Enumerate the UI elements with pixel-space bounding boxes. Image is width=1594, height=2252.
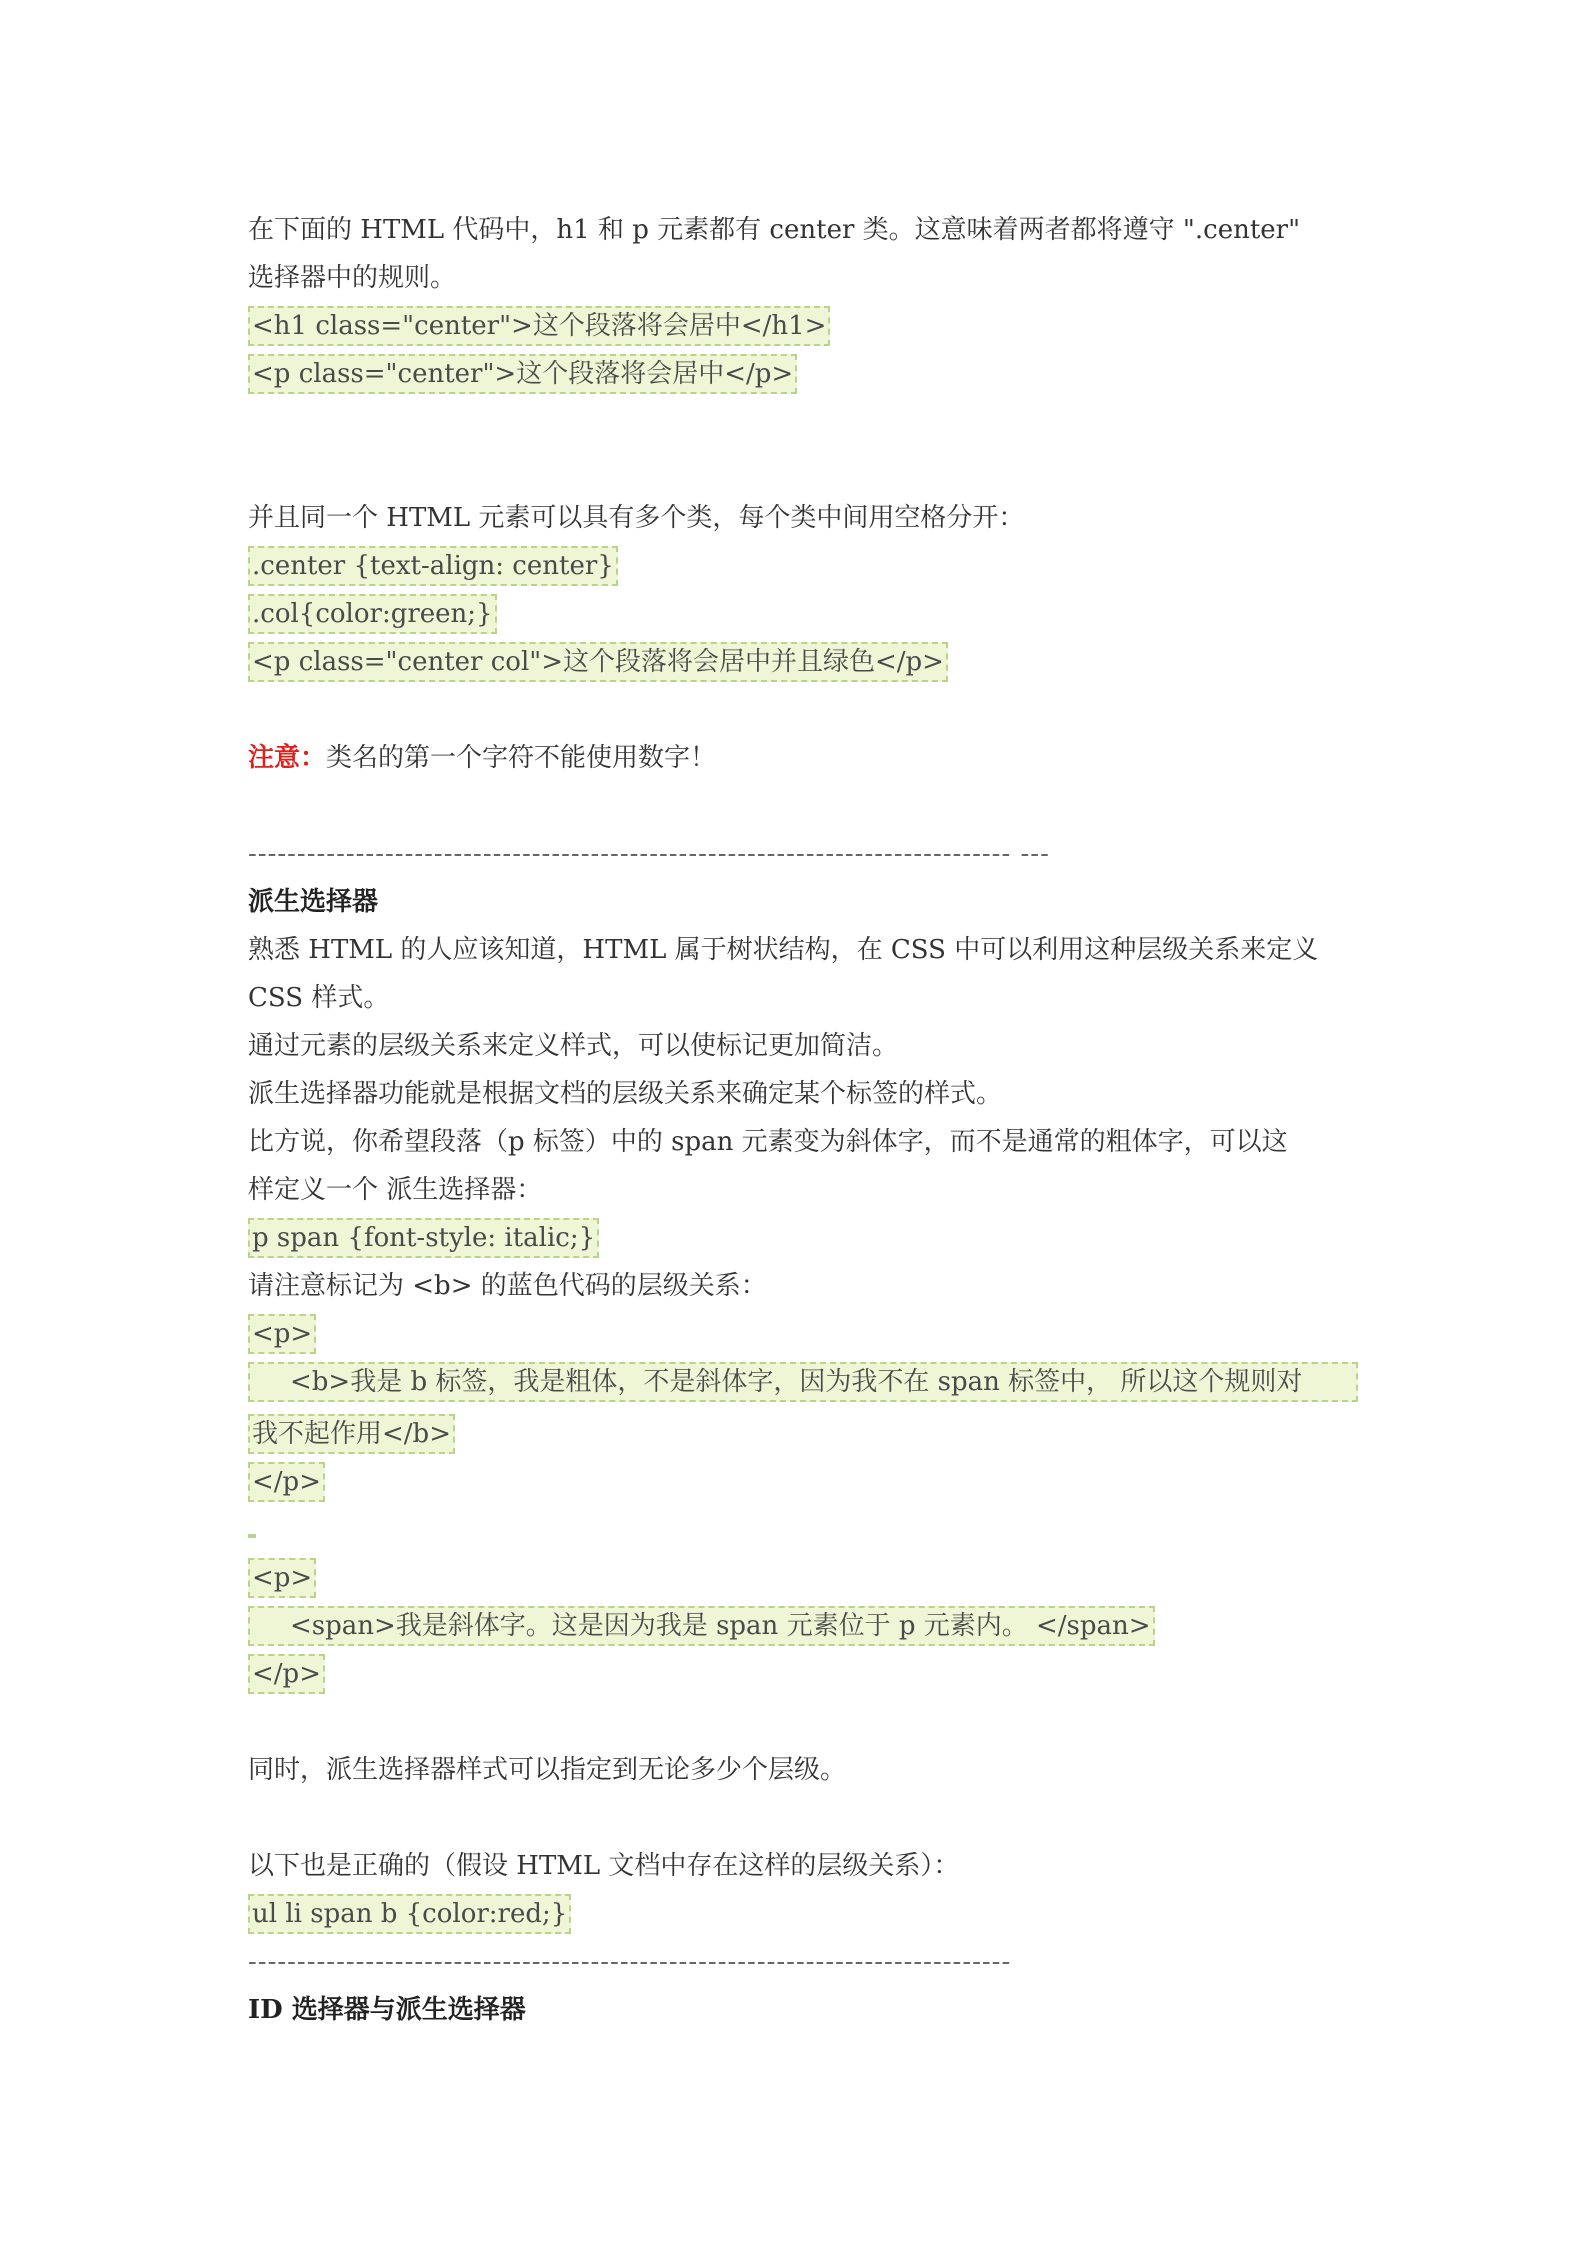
derived-para4-line1: 比方说，你希望段落（p 标签）中的 span 元素变为斜体字，而不是通常的粗体字，可以这 <box>248 1127 1288 1157</box>
derived-para4-line2: 样定义一个 派生选择器： <box>248 1175 543 1205</box>
code-blank-line <box>248 1534 256 1538</box>
code-p-open-1: <p> <box>248 1314 316 1354</box>
heading-id-selector: ID 选择器与派生选择器 <box>248 1995 526 2025</box>
code-p-center: <p class="center">这个段落将会居中</p> <box>248 354 797 394</box>
code-span-line: <span>我是斜体字。这是因为我是 span 元素位于 p 元素内。 </span> <box>248 1606 1155 1646</box>
derived-para2: 通过元素的层级关系来定义样式，可以使标记更加简洁。 <box>248 1031 899 1061</box>
divider-1: ------------------------------------------------------------------------------ --- <box>248 839 1050 869</box>
derived-para7: 以下也是正确的（假设 HTML 文档中存在这样的层级关系）： <box>248 1851 960 1881</box>
derived-para6: 同时，派生选择器样式可以指定到无论多少个层级。 <box>248 1755 847 1785</box>
code-p-span-italic: p span {font-style: italic;} <box>248 1218 599 1258</box>
code-h1-center: <h1 class="center">这个段落将会居中</h1> <box>248 306 830 346</box>
intro-text-line1: 在下面的 HTML 代码中，h1 和 p 元素都有 center 类。这意味着两者都将遵守 ".center" <box>248 215 1301 245</box>
note-label: 注意： <box>248 743 327 773</box>
document-content <box>248 206 1358 2034</box>
code-p-open-2: <p> <box>248 1558 316 1598</box>
code-b-line2: 我不起作用</b> <box>248 1414 455 1454</box>
derived-para1-line1: 熟悉 HTML 的人应该知道，HTML 属于树状结构，在 CSS 中可以利用这种层级关系来定义 <box>248 935 1319 965</box>
divider-2: ------------------------------------------------------------------------------ <box>248 1947 1012 1977</box>
code-col-rule: .col{color:green;} <box>248 594 497 634</box>
code-b-line1: <b>我是 b 标签，我是粗体，不是斜体字，因为我不在 span 标签中， 所以这个规则对 <box>248 1362 1358 1402</box>
code-center-rule: .center {text-align: center} <box>248 546 618 586</box>
multi-class-intro: 并且同一个 HTML 元素可以具有多个类，每个类中间用空格分开： <box>248 503 1025 533</box>
code-p-close-1: </p> <box>248 1462 325 1502</box>
note-text: 类名的第一个字符不能使用数字！ <box>326 743 717 773</box>
code-p-center-col: <p class="center col">这个段落将会居中并且绿色</p> <box>248 642 948 682</box>
derived-para3: 派生选择器功能就是根据文档的层级关系来确定某个标签的样式。 <box>248 1079 1003 1109</box>
heading-derived-selector: 派生选择器 <box>248 887 379 917</box>
derived-para1-line2: CSS 样式。 <box>248 983 390 1013</box>
derived-para5: 请注意标记为 <b> 的蓝色代码的层级关系： <box>248 1271 767 1301</box>
note-line <box>248 734 1358 782</box>
code-ul-li-span-b: ul li span b {color:red;} <box>248 1894 571 1934</box>
intro-text-line2: 选择器中的规则。 <box>248 263 457 293</box>
code-p-close-2: </p> <box>248 1654 325 1694</box>
